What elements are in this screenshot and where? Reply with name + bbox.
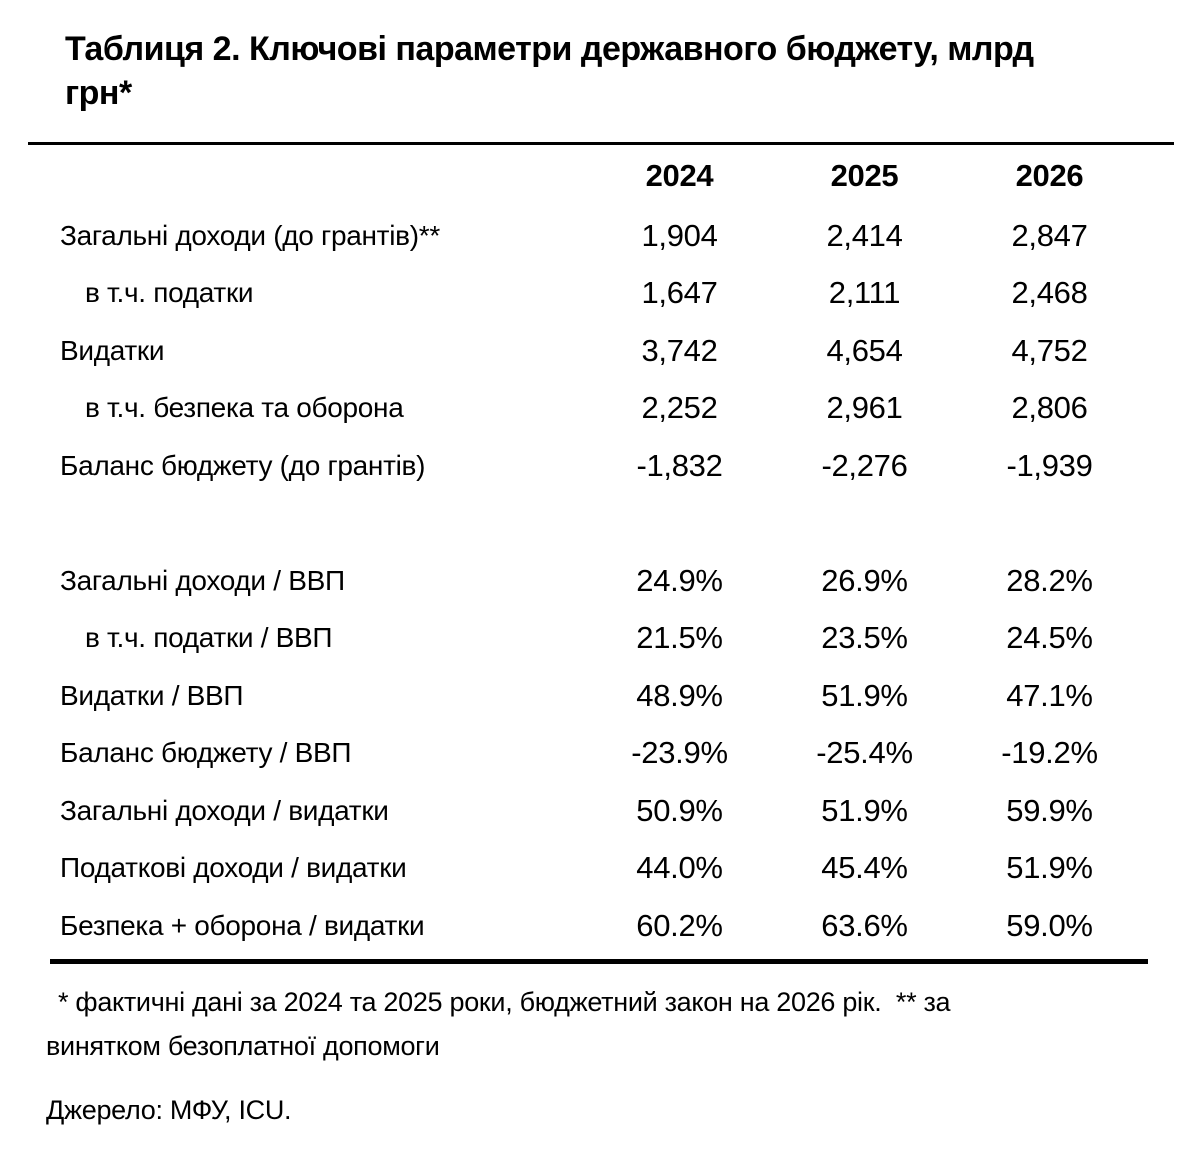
table-row bbox=[0, 897, 1196, 955]
row-label: Видатки / ВВП bbox=[60, 679, 244, 711]
table-row bbox=[0, 610, 1196, 668]
table-title-line-2: грн* bbox=[65, 74, 132, 112]
row-label: Податкові доходи / видатки bbox=[60, 852, 407, 884]
table-row bbox=[0, 667, 1196, 725]
row-value-2025: 51.9% bbox=[821, 792, 908, 828]
row-value-2025: 51.9% bbox=[821, 677, 908, 713]
footnote-line-2: винятком безоплатної допомоги bbox=[46, 1030, 440, 1061]
row-value-2025: -25.4% bbox=[816, 735, 913, 771]
table-row bbox=[0, 840, 1196, 898]
row-value-2024: 1,647 bbox=[641, 275, 718, 311]
table-row bbox=[0, 380, 1196, 438]
column-header-2024: 2024 bbox=[645, 158, 714, 193]
row-value-2026: 28.2% bbox=[1006, 562, 1093, 598]
row-value-2024: 21.5% bbox=[636, 620, 723, 656]
section-spacer bbox=[0, 495, 1196, 553]
row-label: Баланс бюджету / ВВП bbox=[60, 737, 352, 769]
row-value-2024: 24.9% bbox=[636, 562, 723, 598]
row-label: Загальні доходи (до грантів)** bbox=[60, 219, 440, 251]
row-label: в т.ч. податки / ВВП bbox=[85, 622, 333, 654]
row-value-2026: -1,939 bbox=[1006, 447, 1093, 483]
row-value-2025: 2,414 bbox=[826, 217, 903, 253]
row-value-2026: 4,752 bbox=[1011, 332, 1088, 368]
row-value-2024: 44.0% bbox=[636, 850, 723, 886]
table-row bbox=[0, 265, 1196, 323]
row-value-2025: 63.6% bbox=[821, 907, 908, 943]
row-value-2025: 2,961 bbox=[826, 390, 903, 426]
row-value-2024: 3,742 bbox=[641, 332, 718, 368]
table-row bbox=[0, 207, 1196, 265]
row-label: в т.ч. податки bbox=[85, 277, 254, 309]
table-row bbox=[0, 782, 1196, 840]
table-row bbox=[0, 552, 1196, 610]
row-label: Загальні доходи / ВВП bbox=[60, 564, 345, 596]
footnote bbox=[46, 980, 1126, 1068]
row-value-2025: 4,654 bbox=[826, 332, 903, 368]
row-value-2025: 45.4% bbox=[821, 850, 908, 886]
row-value-2026: 2,468 bbox=[1011, 275, 1088, 311]
row-value-2025: 23.5% bbox=[821, 620, 908, 656]
row-value-2026: -19.2% bbox=[1001, 735, 1098, 771]
row-value-2026: 2,847 bbox=[1011, 217, 1088, 253]
footnote-line-1: * фактичні дані за 2024 та 2025 роки, бюджетний закон на 2026 рік. ** за bbox=[58, 986, 951, 1017]
table-row bbox=[0, 322, 1196, 380]
column-header-2026: 2026 bbox=[1015, 158, 1084, 193]
row-value-2024: 2,252 bbox=[641, 390, 718, 426]
table-title bbox=[65, 27, 1136, 115]
row-label: Безпека + оборона / видатки bbox=[60, 909, 425, 941]
bottom-rule bbox=[50, 959, 1148, 964]
table-row bbox=[0, 437, 1196, 495]
row-value-2024: 60.2% bbox=[636, 907, 723, 943]
row-value-2024: 48.9% bbox=[636, 677, 723, 713]
row-value-2024: -1,832 bbox=[636, 447, 723, 483]
row-value-2026: 47.1% bbox=[1006, 677, 1093, 713]
source-line: Джерело: МФУ, ICU. bbox=[46, 1094, 292, 1125]
row-value-2026: 2,806 bbox=[1011, 390, 1088, 426]
row-label: Видатки bbox=[60, 334, 165, 366]
row-value-2026: 51.9% bbox=[1006, 850, 1093, 886]
row-value-2024: 50.9% bbox=[636, 792, 723, 828]
column-header-2025: 2025 bbox=[830, 158, 899, 193]
row-value-2025: 26.9% bbox=[821, 562, 908, 598]
row-value-2026: 59.0% bbox=[1006, 907, 1093, 943]
column-header-row bbox=[0, 145, 1196, 207]
row-value-2026: 59.9% bbox=[1006, 792, 1093, 828]
row-label: в т.ч. безпека та оборона bbox=[85, 392, 404, 424]
row-value-2025: 2,111 bbox=[828, 275, 901, 311]
table-row bbox=[0, 725, 1196, 783]
table-title-line-1: Таблиця 2. Ключові параметри державного бюджету, млрд bbox=[65, 30, 1034, 68]
row-label: Баланс бюджету (до грантів) bbox=[60, 449, 426, 481]
row-value-2024: -23.9% bbox=[631, 735, 728, 771]
row-value-2026: 24.5% bbox=[1006, 620, 1093, 656]
row-value-2025: -2,276 bbox=[821, 447, 908, 483]
row-value-2024: 1,904 bbox=[641, 217, 718, 253]
row-label: Загальні доходи / видатки bbox=[60, 794, 389, 826]
